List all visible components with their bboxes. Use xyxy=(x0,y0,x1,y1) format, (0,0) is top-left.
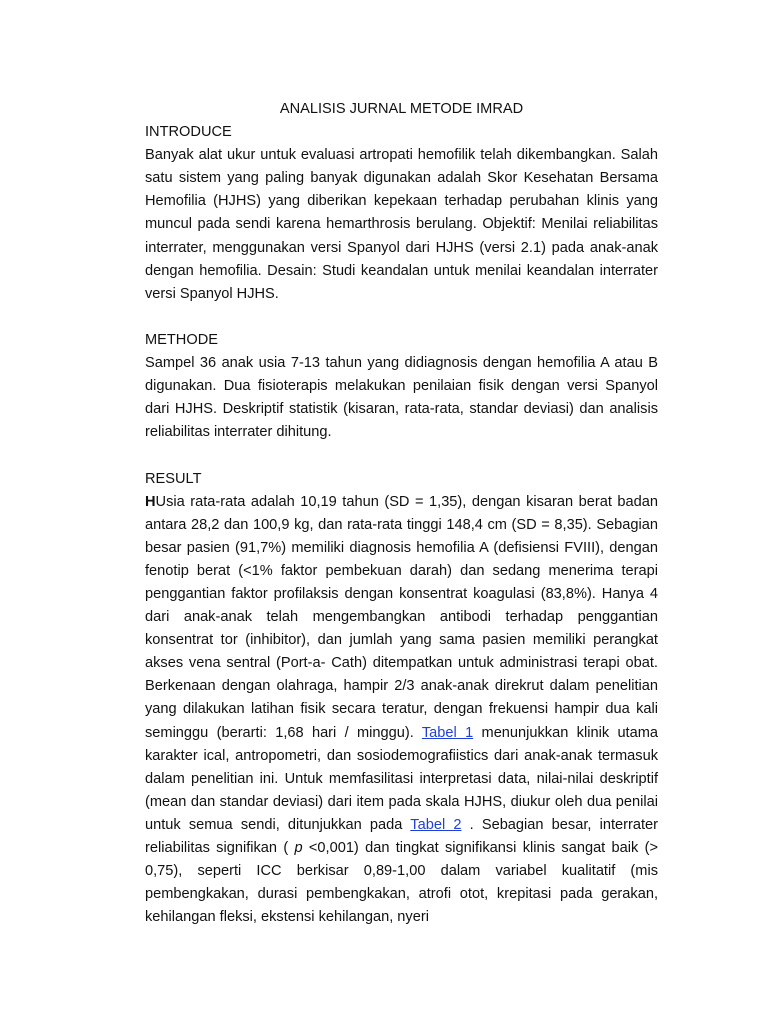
result-text-part-1: Usia rata-rata adalah 10,19 tahun (SD = 1,35), dengan kisaran berat badan antara 28,2 dan 100,9 kg, dan rata-rata tinggi 148,4 cm (SD = 8,35). Sebagian besar pasien (91,7%) memiliki diagnosis hemofilia A (defisiensi FVIII), dengan fenotip berat (<1% faktor pembekuan darah) dan sedang menerima terapi penggantian faktor profilaksis dengan konsentrat koagulasi (83,8%). Hanya 4 dari anak-anak telah mengembangkan antibodi terhadap penggantian konsentrat tor (inhibitor), dan jumlah yang sama pasien memiliki perangkat akses vena sentral (Port-a- Cath) ditempatkan untuk administrasi terapi obat. Berkenaan dengan olahraga, hampir 2/3 anak-anak direkrut dalam penelitian yang dilakukan latihan fisik secara teratur, dengan frekuensi hampir dua kali seminggu (berarti: 1,68 hari / minggu). xyxy=(145,493,658,741)
result-italic-p: p xyxy=(294,840,303,856)
document-title: ANALISIS JURNAL METODE IMRAD xyxy=(279,101,524,117)
result-bold-initial: H xyxy=(145,493,156,510)
result-text-part-4: <0,001) dan tingkat signifikansi klinis sangat baik (> 0,75), seperti ICC berkisar 0,89-1,00 dalam variabel kualitatif (mis pembengkakan, durasi pembengkakan, atrofi otot, krepitasi pada gerakan, kehilangan fleksi, ekstensi kehilangan, nyeri xyxy=(145,840,658,926)
methode-heading: METHODE xyxy=(145,331,218,348)
introduce-paragraph: Banyak alat ukur untuk evaluasi artropati hemofilik telah dikembangkan. Salah satu sistem yang paling banyak digunakan adalah Skor Kesehatan Bersama Hemofilia (HJHS) yang diberikan kepekaan terhadap perubahan klinis yang muncul pada sendi karena hemarthrosis berulang. Objektif: Menilai reliabilitas interrater, menggunakan versi Spanyol dari HJHS (versi 2.1) pada anak-anak dengan hemofilia. Desain: Studi keandalan untuk menilai keandalan interrater versi Spanyol HJHS. xyxy=(145,147,658,302)
methode-paragraph: Sampel 36 anak usia 7-13 tahun yang didiagnosis dengan hemofilia A atau B digunakan. Dua fisioterapis melakukan penilaian fisik dengan versi Spanyol dari HJHS. Deskriptif statistik (kisaran, rata-rata, standar deviasi) dan analisis reliabilitas interrater dihitung. xyxy=(145,355,658,441)
result-paragraph xyxy=(145,491,658,930)
section-gap xyxy=(145,444,658,467)
introduce-heading: INTRODUCE xyxy=(145,124,232,141)
section-gap xyxy=(145,306,658,329)
document-page xyxy=(145,98,658,929)
tabel-1-link[interactable]: Tabel 1 xyxy=(421,724,474,741)
result-text-part-3: . Sebagian besar, interrater reliabilitas signifikan ( xyxy=(145,816,658,856)
result-heading: RESULT xyxy=(145,470,202,487)
tabel-2-link[interactable]: Tabel 2 xyxy=(410,816,462,833)
result-text-part-2: menunjukkan klinik utama karakter ical, antropometri, dan sosiodemografiistics dari anak-anak termasuk dalam penelitian ini. Untuk memfasilitasi interpretasi data, nilai-nilai deskriptif (mean dan standar deviasi) dari item pada skala HJHS, diukur oleh dua penilai untuk semua sendi, ditunjukkan pada xyxy=(145,724,659,833)
